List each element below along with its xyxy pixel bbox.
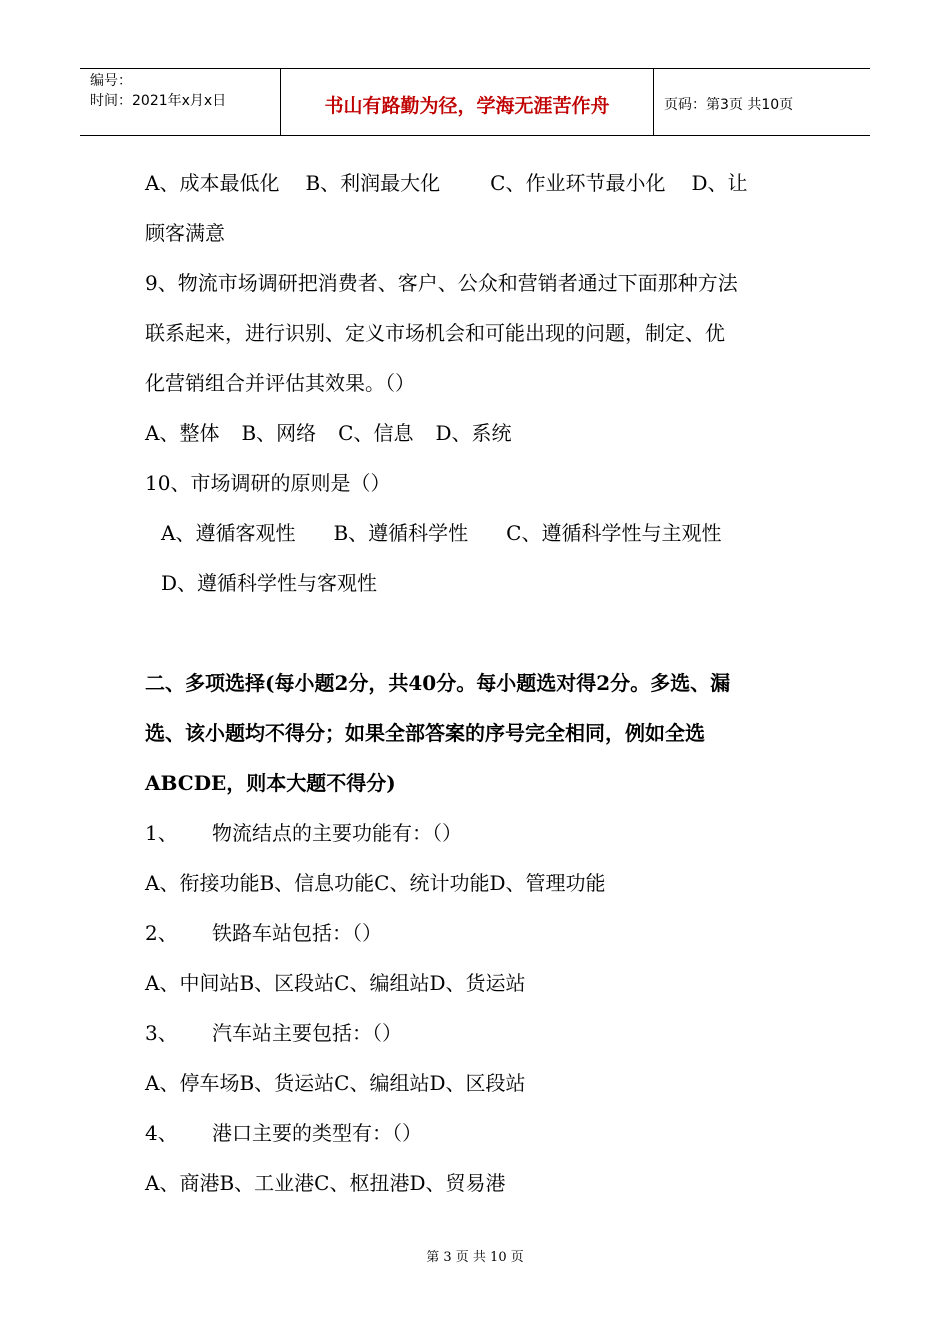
q8-option-b: B、利润最大化 xyxy=(305,171,441,195)
q9-option-d: D、系统 xyxy=(435,421,512,445)
q9-option-a: A、整体 xyxy=(145,421,220,445)
q9-option-b: B、网络 xyxy=(241,421,317,445)
header-motto: 书山有路勤为径，学海无涯苦作舟 xyxy=(281,69,654,135)
page-header xyxy=(80,68,870,136)
number-label: 编号： xyxy=(90,73,132,89)
mq3-stem xyxy=(145,1008,815,1058)
header-page-info: 页码：第3页 共10页 xyxy=(664,97,794,113)
q10-stem: 10、市场调研的原则是（） xyxy=(145,471,391,495)
mq4-stem xyxy=(145,1108,815,1158)
q8-options xyxy=(145,158,815,208)
q10-option-b: B、遵循科学性 xyxy=(333,521,469,545)
mq2-stem xyxy=(145,908,815,958)
page-footer: 第 3 页 共 10 页 xyxy=(426,1250,524,1265)
q8-option-a: A、成本最低化 xyxy=(145,171,280,195)
q8-option-d: D、让 xyxy=(691,171,748,195)
q9-option-c: C、信息 xyxy=(338,421,414,445)
mq2-options: A、中间站B、区段站C、编组站D、货运站 xyxy=(145,971,526,995)
q9-options xyxy=(145,408,815,458)
mq3-text: 汽车站主要包括：（） xyxy=(212,1021,402,1045)
mq1-options: A、衔接功能B、信息功能C、统计功能D、管理功能 xyxy=(145,871,606,895)
mq4-text: 港口主要的类型有：（） xyxy=(212,1121,422,1145)
q9-stem-line3: 化营销组合并评估其效果。（） xyxy=(145,371,415,395)
q9-stem-line1: 9、物流市场调研把消费者、客户、公众和营销者通过下面那种方法 xyxy=(145,271,738,295)
section2-heading-line3: ABCDE，则本大题不得分) xyxy=(145,771,396,795)
mq3-options: A、停车场B、货运站C、编组站D、区段站 xyxy=(145,1071,526,1095)
header-meta xyxy=(80,69,281,135)
mq4-number: 4、 xyxy=(145,1121,178,1145)
section2-heading-line2: 选、该小题均不得分；如果全部答案的序号完全相同，例如全选 xyxy=(145,721,705,745)
spacer xyxy=(145,608,815,658)
mq3-number: 3、 xyxy=(145,1021,178,1045)
mq2-text: 铁路车站包括：（） xyxy=(212,921,382,945)
document-body xyxy=(145,158,815,1208)
q10-option-d: D、遵循科学性与客观性 xyxy=(161,571,378,595)
q9-stem-line2: 联系起来，进行识别、定义市场机会和可能出现的问题，制定、优 xyxy=(145,321,725,345)
time-label: 时间：2021年x月x日 xyxy=(90,93,227,109)
q10-option-c: C、遵循科学性与主观性 xyxy=(506,521,722,545)
mq1-stem xyxy=(145,808,815,858)
mq1-text: 物流结点的主要功能有：（） xyxy=(212,821,462,845)
section2-heading-line1: 二、多项选择(每小题2分，共40分。每小题选对得2分。多选、漏 xyxy=(145,671,731,695)
mq1-number: 1、 xyxy=(145,821,178,845)
q10-options xyxy=(145,508,815,558)
q8-option-d-cont: 顾客满意 xyxy=(145,221,225,245)
q10-option-a: A、遵循客观性 xyxy=(161,521,296,545)
q8-option-c: C、作业环节最小化 xyxy=(490,171,666,195)
mq2-number: 2、 xyxy=(145,921,178,945)
mq4-options: A、商港B、工业港C、枢扭港D、贸易港 xyxy=(145,1171,506,1195)
